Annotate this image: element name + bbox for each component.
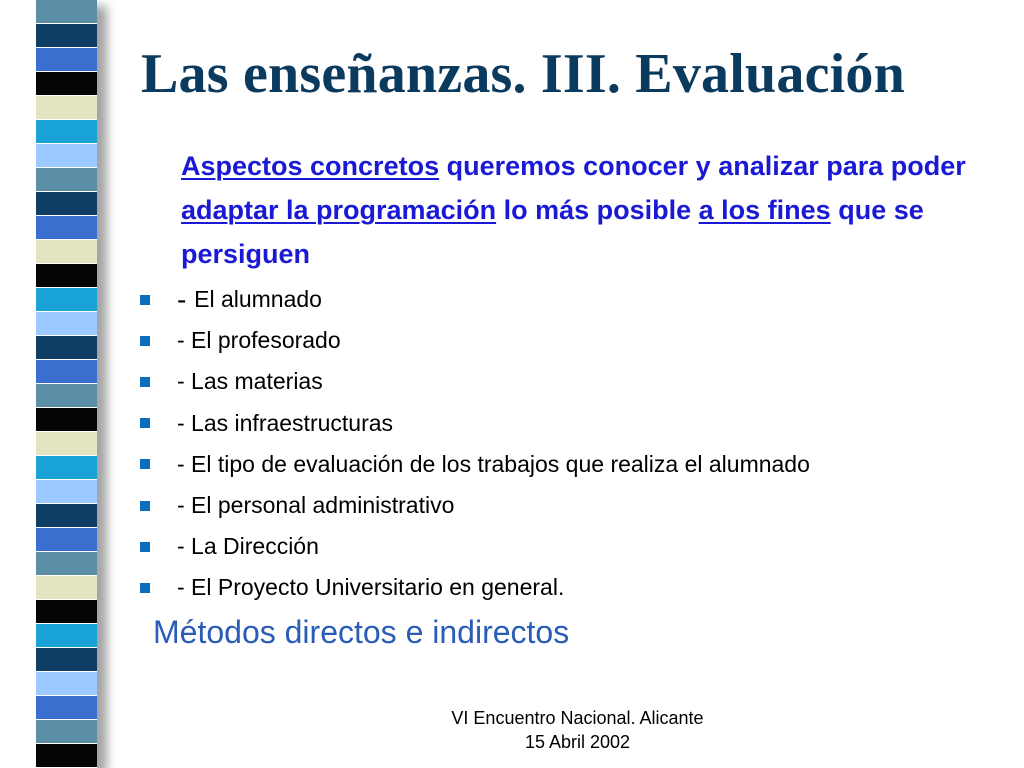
stripe-block xyxy=(36,648,97,672)
bullet-text: - El Proyecto Universitario en general. xyxy=(177,574,565,601)
list-item xyxy=(140,279,810,320)
stripe-block xyxy=(36,528,97,552)
stripe-block xyxy=(36,24,97,48)
stripe-block xyxy=(36,288,97,312)
stripe-block xyxy=(36,240,97,264)
stripe-block xyxy=(36,432,97,456)
intro-paragraph xyxy=(181,144,1001,276)
stripe-block xyxy=(36,360,97,384)
square-bullet-icon xyxy=(140,459,150,469)
stripe-block xyxy=(36,600,97,624)
intro-text-1: queremos conocer y analizar para poder xyxy=(439,151,966,181)
bullet-text: El alumnado xyxy=(194,286,322,313)
stripe-block xyxy=(36,96,97,120)
stripe-block xyxy=(36,120,97,144)
square-bullet-icon xyxy=(140,377,150,387)
list-item xyxy=(140,485,810,526)
list-item xyxy=(140,444,810,485)
stripe-block xyxy=(36,504,97,528)
stripe-block xyxy=(36,744,97,768)
stripe-block xyxy=(36,48,97,72)
square-bullet-icon xyxy=(140,418,150,428)
stripe-block xyxy=(36,192,97,216)
stripe-block xyxy=(36,72,97,96)
stripe-block xyxy=(36,312,97,336)
bullet-text: - La Dirección xyxy=(177,533,319,560)
list-item xyxy=(140,567,810,608)
stripe-block xyxy=(36,672,97,696)
stripe-block xyxy=(36,408,97,432)
stripe-block xyxy=(36,696,97,720)
stripe-block xyxy=(36,552,97,576)
slide-footer xyxy=(405,706,750,754)
stripe-block xyxy=(36,456,97,480)
bullet-text: - El personal administrativo xyxy=(177,492,455,519)
stripe-block xyxy=(36,720,97,744)
square-bullet-icon xyxy=(140,336,150,346)
stripe-block xyxy=(36,264,97,288)
decorative-stripe xyxy=(36,0,97,768)
footer-event: VI Encuentro Nacional. Alicante xyxy=(451,708,704,728)
square-bullet-icon xyxy=(140,583,150,593)
stripe-block xyxy=(36,480,97,504)
list-item xyxy=(140,526,810,567)
intro-link-adaptar: adaptar la programación xyxy=(181,195,497,225)
bullet-text: - El profesorado xyxy=(177,327,341,354)
stripe-block xyxy=(36,336,97,360)
footer-date: 15 Abril 2002 xyxy=(524,732,631,752)
list-item xyxy=(140,403,810,444)
square-bullet-icon xyxy=(140,295,150,305)
stripe-block xyxy=(36,0,97,24)
square-bullet-icon xyxy=(140,501,150,511)
stripe-block xyxy=(36,144,97,168)
stripe-block xyxy=(36,168,97,192)
stripe-block xyxy=(36,216,97,240)
stripe-block xyxy=(36,624,97,648)
bullet-text: - El tipo de evaluación de los trabajos que realiza el alumnado xyxy=(177,450,810,477)
methods-heading: Métodos directos e indirectos xyxy=(153,614,570,650)
stripe-block xyxy=(36,384,97,408)
bullet-list xyxy=(140,279,810,609)
bullet-text: - Las materias xyxy=(177,368,323,395)
stripe-block xyxy=(36,576,97,600)
intro-link-aspectos: Aspectos concretos xyxy=(181,151,440,181)
list-item xyxy=(140,320,810,361)
square-bullet-icon xyxy=(140,542,150,552)
intro-link-fines: a los fines xyxy=(698,195,831,225)
list-item xyxy=(140,361,810,402)
intro-text-2: lo más posible xyxy=(496,195,699,225)
bullet-dash: - xyxy=(177,283,195,315)
bullet-text: - Las infraestructuras xyxy=(177,409,394,436)
slide-title: Las enseñanzas. III. Evaluación xyxy=(141,43,905,105)
intro-text-3: que se persiguen xyxy=(181,195,924,269)
